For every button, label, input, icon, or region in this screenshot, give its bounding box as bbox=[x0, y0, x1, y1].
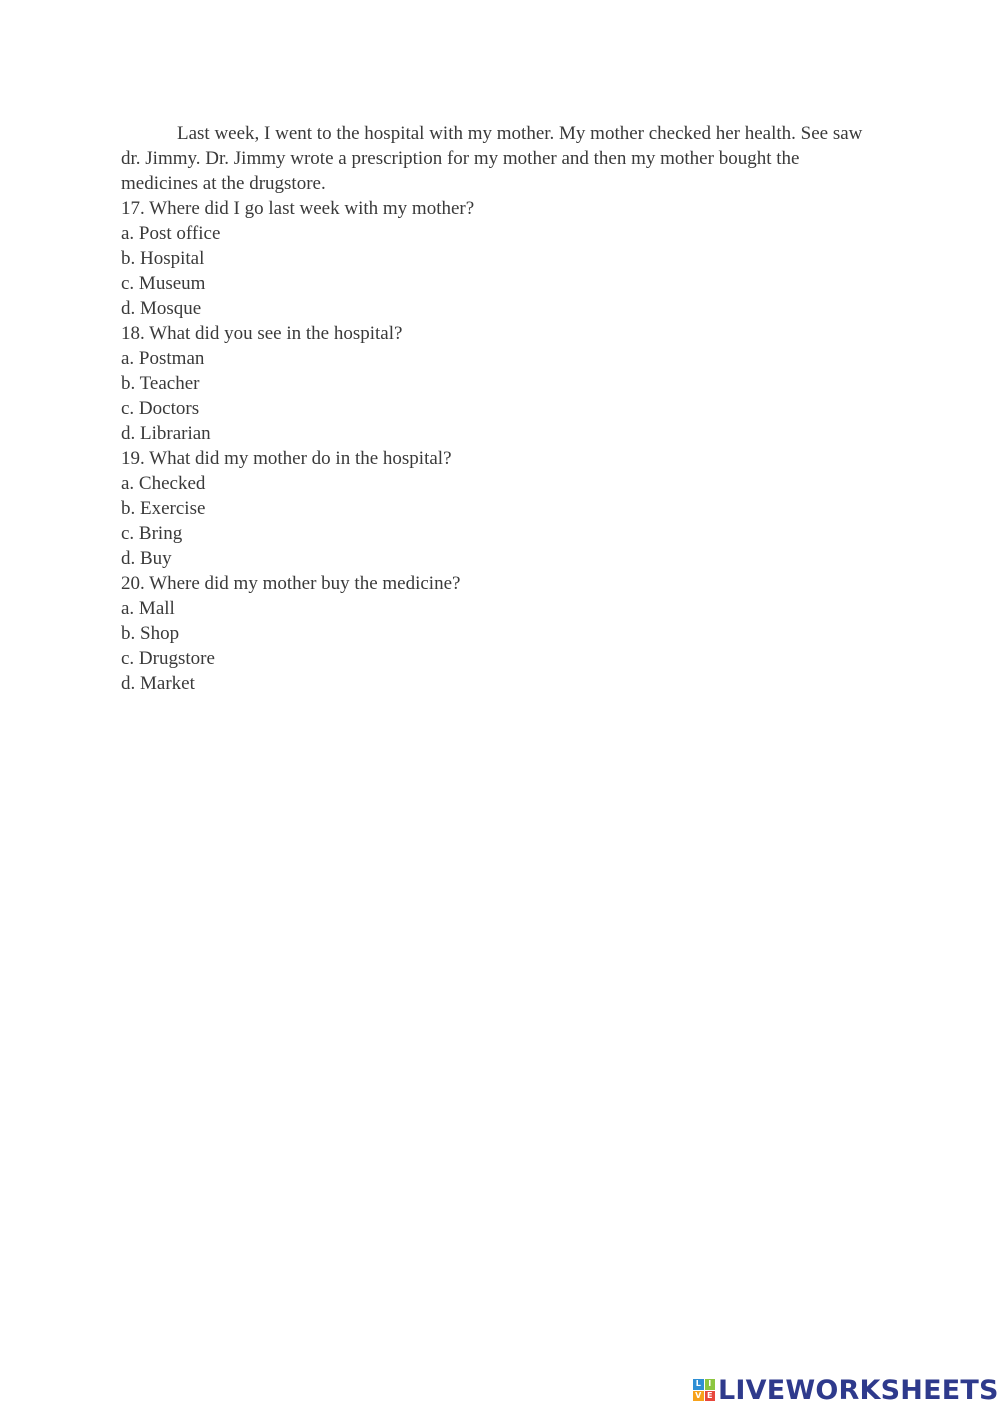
question-17 bbox=[121, 196, 881, 321]
answer-option: b. Hospital bbox=[121, 248, 205, 269]
question-18 bbox=[121, 321, 881, 446]
question-text: 19. What did my mother do in the hospital? bbox=[121, 448, 452, 469]
answer-option: d. Librarian bbox=[121, 423, 211, 444]
answer-option: a. Postman bbox=[121, 348, 205, 369]
answer-option: a. Mall bbox=[121, 598, 175, 619]
reading-passage: Last week, I went to the hospital with my mother. My mother checked her health. See saw dr. Jimmy. Dr. Jimmy wrote a prescription for my mother and then my mother bought the medicines at the drugstore. bbox=[121, 123, 863, 194]
answer-option: d. Buy bbox=[121, 548, 172, 569]
question-text: 20. Where did my mother buy the medicine? bbox=[121, 573, 461, 594]
logo-letter-v: V bbox=[693, 1391, 704, 1402]
answer-option: d. Market bbox=[121, 673, 195, 694]
answer-option: c. Bring bbox=[121, 523, 183, 544]
question-19 bbox=[121, 446, 881, 571]
logo-mark-icon bbox=[693, 1379, 715, 1401]
question-text: 17. Where did I go last week with my mother? bbox=[121, 198, 475, 219]
answer-option: b. Teacher bbox=[121, 373, 200, 394]
worksheet-page bbox=[121, 121, 881, 696]
logo-letter-e: E bbox=[705, 1391, 716, 1402]
answer-option: a. Checked bbox=[121, 473, 206, 494]
answer-option: a. Post office bbox=[121, 223, 221, 244]
answer-option: b. Shop bbox=[121, 623, 180, 644]
answer-option: c. Drugstore bbox=[121, 648, 215, 669]
answer-option: c. Doctors bbox=[121, 398, 200, 419]
answer-option: b. Exercise bbox=[121, 498, 206, 519]
logo-letter-i: I bbox=[705, 1379, 716, 1390]
question-text: 18. What did you see in the hospital? bbox=[121, 323, 403, 344]
logo-letter-l: L bbox=[693, 1379, 704, 1390]
answer-option: d. Mosque bbox=[121, 298, 202, 319]
liveworksheets-logo bbox=[693, 1374, 999, 1406]
question-20 bbox=[121, 571, 881, 696]
answer-option: c. Museum bbox=[121, 273, 206, 294]
logo-wordmark: LIVEWORKSHEETS bbox=[718, 1374, 999, 1406]
